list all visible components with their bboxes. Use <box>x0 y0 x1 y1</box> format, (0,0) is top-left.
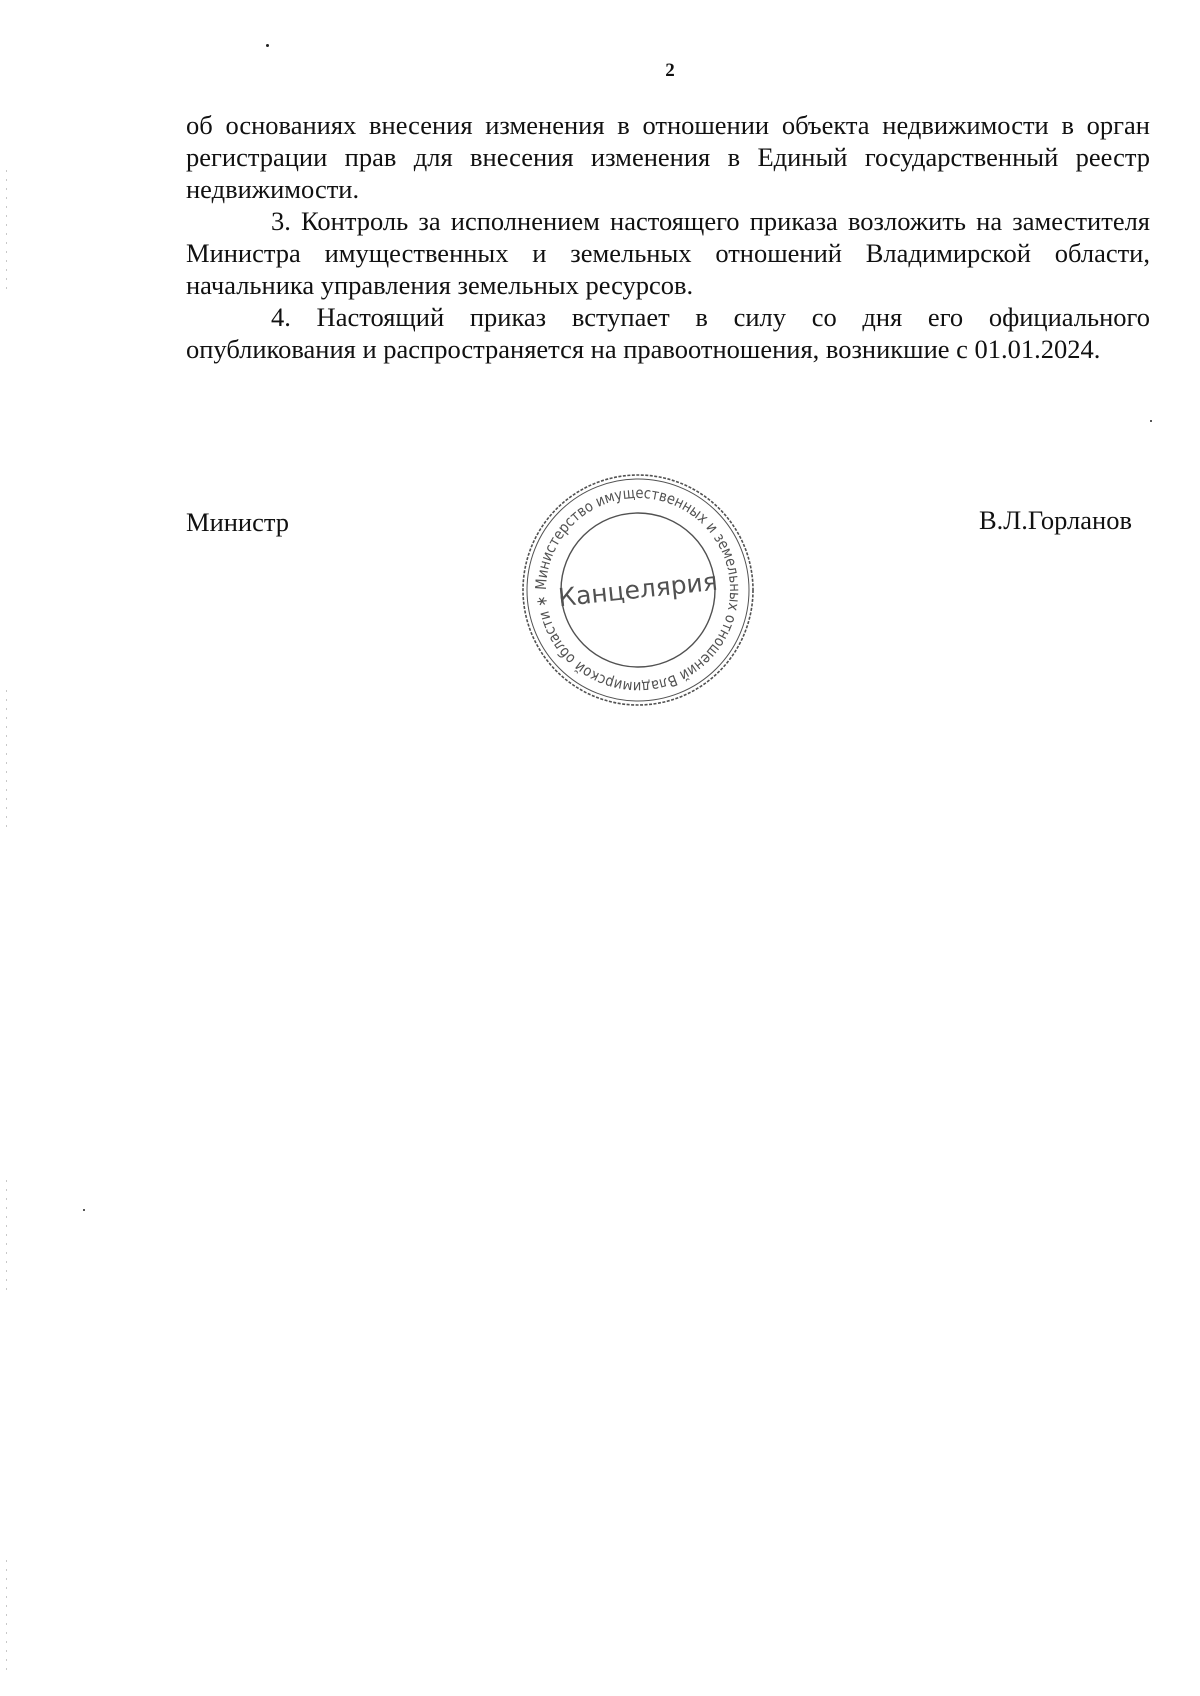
signature-title: Министр <box>186 507 290 537</box>
scan-speck <box>83 1209 85 1211</box>
stamp-ring-text: Министерство имущественных и земельных отношений Владимирской области ∗ <box>531 483 745 697</box>
paragraph-item-4: 4. Настоящий приказ вступает в силу со дня его официального опубликования и распространяется на правоотношения, возникшие с 01.01.2024. <box>186 302 1150 364</box>
scan-edge-mark <box>6 690 7 830</box>
scan-speck <box>1150 420 1152 422</box>
office-stamp <box>518 470 758 710</box>
scan-edge-mark <box>6 1180 7 1290</box>
paragraph-item-3: 3. Контроль за исполнением настоящего приказа возложить на заместителя Министра имущественных и земельных отношений Владимирской области, начальника управления земельных ресурсов. <box>186 206 1150 300</box>
document-body <box>186 109 1150 365</box>
stamp-center-text: Канцелярия <box>556 566 720 613</box>
signature-name: В.Л.Горланов <box>979 505 1132 535</box>
scan-edge-mark <box>6 1560 7 1670</box>
scan-edge-mark <box>6 170 7 290</box>
scan-speck <box>266 44 269 47</box>
page-number: 2 <box>665 60 675 81</box>
paragraph-continuation: об основаниях внесения изменения в отношении объекта недвижимости в орган регистрации прав для внесения изменения в Единый государственный реестр недвижимости. <box>186 110 1150 204</box>
